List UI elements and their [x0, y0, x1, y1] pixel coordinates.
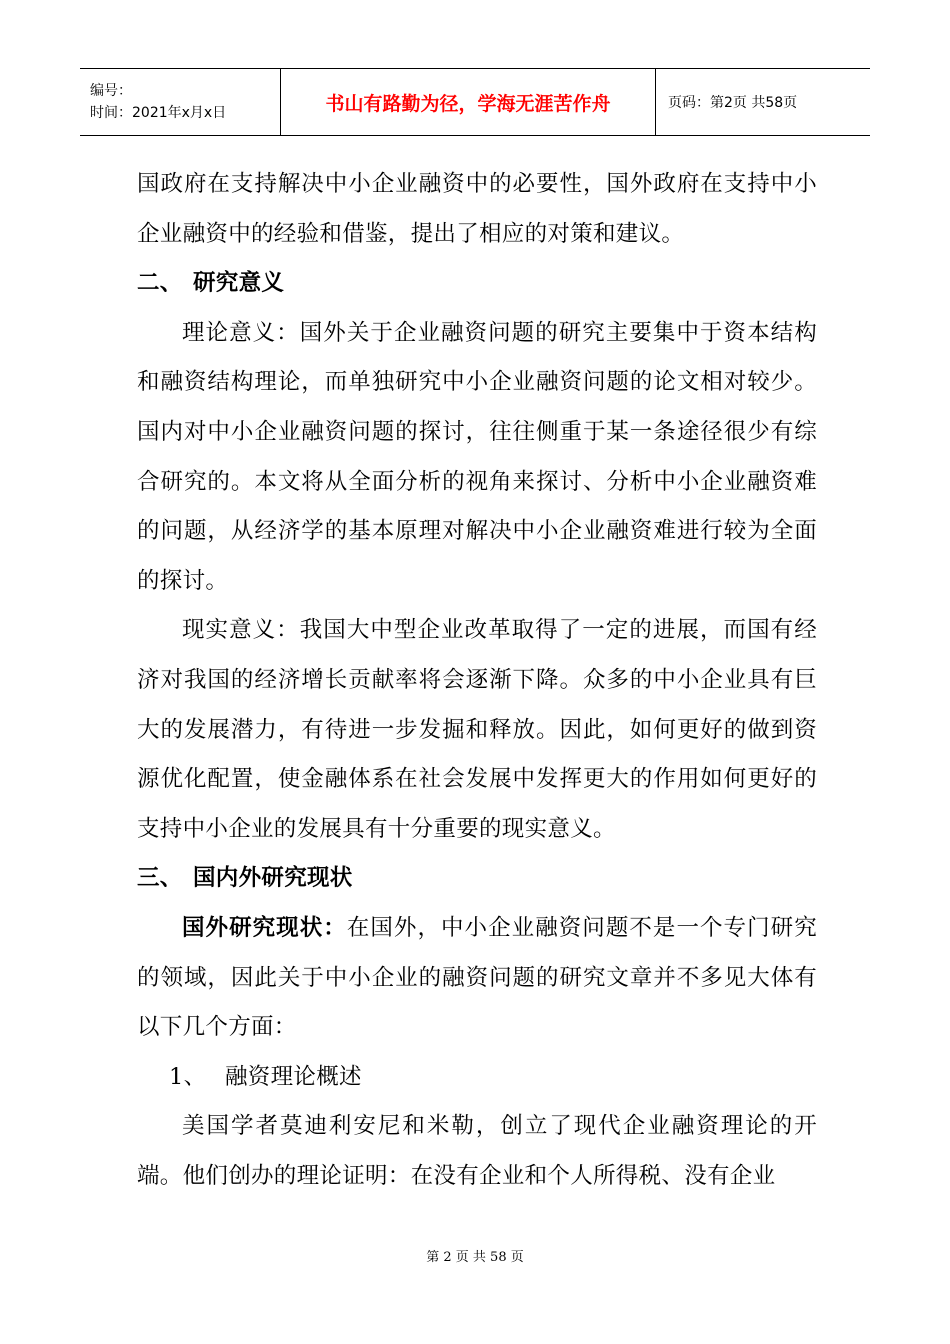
page-footer: 第 2 页 共 58 页: [426, 1250, 524, 1265]
paragraph-mm-theory: 美国学者莫迪利安尼和米勒，创立了现代企业融资理论的开端。他们创办的理论证明：在没有企业和个人所得税、没有企业: [137, 1113, 817, 1189]
header-motto: 书山有路勤为径，学海无涯苦作舟: [280, 69, 656, 135]
paragraph-theory: 理论意义：国外关于企业融资问题的研究主要集中于资本结构和融资结构理论，而单独研究中小企业融资问题的论文相对较少。国内对中小企业融资问题的探讨，往往侧重于某一条途径很少有综合研究的。本文将从全面分析的视角来探讨、分析中小企业融资难的问题，从经济学的基本原理对解决中小企业融资难进行较为全面的探讨。: [137, 319, 817, 594]
section-title: 研究意义: [193, 270, 285, 297]
page-header: [80, 68, 870, 136]
bold-lead: 国外研究现状：: [182, 914, 347, 941]
paragraph-foreign-status: [137, 904, 817, 1053]
header-page-info: 页码：第2页 共58页: [668, 95, 798, 111]
time-label: 时间：2021年x月x日: [90, 105, 227, 121]
section-heading-research-status: [137, 854, 817, 904]
paragraph-text: 在国外，中小企业融资问题不是一个专门研究的领域，因此关于中小企业的融资问题的研究文章并不多见大体有以下几个方面：: [137, 914, 817, 1041]
subsection-title: 融资理论概述: [225, 1063, 362, 1090]
section-number: 二、: [137, 270, 183, 297]
subsection-number: 1、: [169, 1063, 207, 1090]
header-meta: [80, 69, 280, 135]
section-title: 国内外研究现状: [193, 865, 353, 892]
paragraph-intro: 国政府在支持解决中小企业融资中的必要性，国外政府在支持中小企业融资中的经验和借鉴，提出了相应的对策和建议。: [137, 171, 817, 247]
paragraph-practice: 现实意义：我国大中型企业改革取得了一定的进展，而国有经济对我国的经济增长贡献率将会逐渐下降。众多的中小企业具有巨大的发展潜力，有待进一步发掘和释放。因此，如何更好的做到资源优化配置，使金融体系在社会发展中发挥更大的作用如何更好的支持中小企业的发展具有十分重要的现实意义。: [137, 617, 817, 842]
number-label: 编号：: [90, 83, 132, 99]
document-body: [137, 160, 817, 1201]
section-heading-significance: [137, 259, 817, 309]
subsection-heading: [137, 1053, 817, 1103]
section-number: 三、: [137, 865, 183, 892]
